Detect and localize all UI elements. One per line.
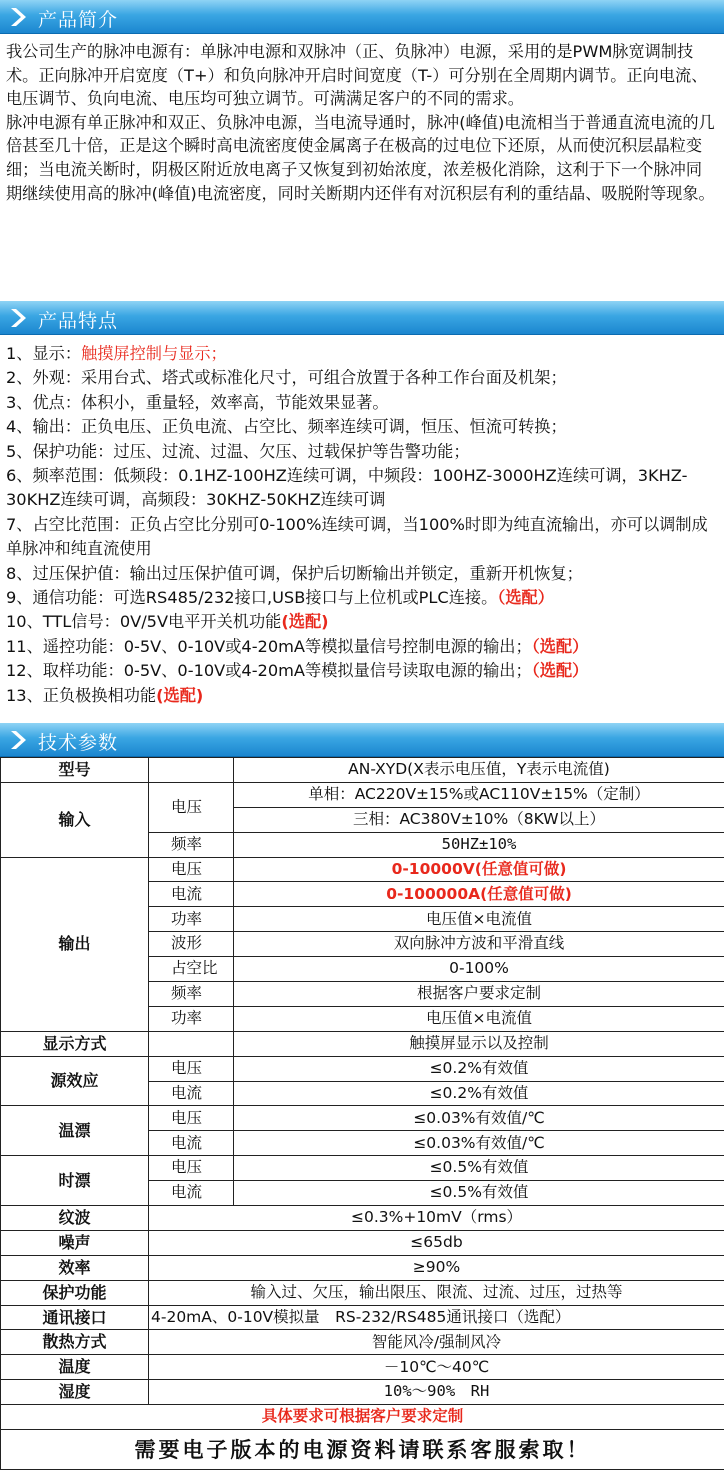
intro-banner: [0, 0, 724, 34]
features-body: [0, 335, 724, 723]
source-group: [1, 1056, 724, 1106]
custom-note: 具体要求可根据客户要求定制: [1, 1405, 724, 1430]
chevron-right-icon: [8, 729, 30, 751]
features-title: 产品特点: [38, 306, 118, 333]
table-row: [1, 758, 724, 783]
temp-drift-sub-label: 电压: [149, 1106, 234, 1131]
output-label: 输出: [1, 857, 149, 1031]
feature-item: [6, 464, 718, 513]
humidity-value: 10%～90% RH: [149, 1380, 724, 1405]
feature-optional-tag: （选配）: [532, 637, 589, 656]
protection-value: 输入过、欠压，输出限压、限流、过流、过压，过热等: [149, 1280, 724, 1305]
feature-item: [6, 684, 718, 708]
efficiency-value: ≥90%: [149, 1255, 724, 1280]
time-drift-value: ≤0.5%有效值: [234, 1181, 724, 1206]
output-value: 电压值×电流值: [234, 907, 724, 932]
feature-item: [6, 586, 718, 610]
table-row: [1, 1405, 724, 1430]
feature-item: [6, 659, 718, 683]
efficiency-label: 效率: [1, 1255, 149, 1280]
intro-body: [0, 34, 724, 301]
source-effect-label: 源效应: [1, 1056, 149, 1106]
input-freq-label: 频率: [149, 832, 234, 857]
time-drift-sub-label: 电流: [149, 1181, 234, 1206]
model-value: AN-XYD(X表示电压值，Y表示电流值): [234, 758, 724, 783]
source-effect-sub-label: 电压: [149, 1056, 234, 1081]
table-row: [1, 1430, 724, 1470]
time-drift-group: [1, 1156, 724, 1206]
output-value: 根据客户要求定制: [234, 982, 724, 1007]
feature-text: 13、正负极换相功能: [6, 686, 156, 705]
output-value: 电压值×电流值: [234, 1006, 724, 1031]
output-sub-label: 占空比: [149, 957, 234, 982]
table-row: [1, 1280, 724, 1305]
intro-paragraph-2: 脉冲电源有单正脉冲和双正、负脉冲电源，当电流导通时，脉冲(峰值)电流相当于普通直流电流的几倍甚至几十倍，正是这个瞬时高电流密度使金属离子在极高的过电位下还原，从而使沉积层晶粒变细；当电流关断时，阴极区附近放电离子又恢复到初始浓度，浓差极化消除，这利于下一个脉冲同期继续使用高的脉冲(峰值)电流密度，同时关断期内还伴有对沉积层有利的重结晶、吸脱附等现象。: [6, 111, 718, 205]
display-value: 触摸屏显示以及控制: [234, 1031, 724, 1056]
time-drift-label: 时漂: [1, 1156, 149, 1206]
feature-item: [6, 440, 718, 464]
table-row: [1, 782, 724, 807]
temp-drift-sub-label: 电流: [149, 1131, 234, 1156]
input-voltage-1: 单相：AC220V±15%或AC110V±15%（定制）: [234, 782, 724, 807]
table-row: [1, 1106, 724, 1131]
intro-title: 产品简介: [38, 5, 118, 32]
feature-text: 10、TTL信号：0V/5V电平开关机功能: [6, 612, 281, 631]
feature-text: 3、优点：体积小，重量轻，效率高，节能效果显著。: [6, 393, 389, 412]
feature-item: [6, 342, 718, 366]
output-value: 0-10000V(任意值可做): [234, 857, 724, 882]
input-label: 输入: [1, 782, 149, 857]
feature-item: [6, 415, 718, 439]
noise-label: 噪声: [1, 1230, 149, 1255]
source-effect-value: ≤0.2%有效值: [234, 1056, 724, 1081]
feature-item: [6, 513, 718, 562]
cooling-label: 散热方式: [1, 1330, 149, 1355]
table-row: [1, 1230, 724, 1255]
output-value: 0-100000A(任意值可做): [234, 882, 724, 907]
table-row: [1, 1255, 724, 1280]
output-sub-label: 电流: [149, 882, 234, 907]
ripple-value: ≤0.3%+10mV（rms）: [149, 1206, 724, 1231]
source-effect-value: ≤0.2%有效值: [234, 1081, 724, 1106]
source-effect-sub-label: 电流: [149, 1081, 234, 1106]
humidity-label: 湿度: [1, 1380, 149, 1405]
noise-value: ≤65db: [149, 1230, 724, 1255]
feature-highlight: 触摸屏控制与显示；: [81, 344, 227, 363]
chevron-right-icon: [8, 6, 30, 28]
output-sub-label: 波形: [149, 932, 234, 957]
time-drift-value: ≤0.5%有效值: [234, 1156, 724, 1181]
feature-text: 8、过压保护值：输出过压保护值可调，保护后切断输出并锁定，重新开机恢复；: [6, 564, 583, 583]
feature-text: 7、占空比范围：正负占空比分别可0-100%连续可调，当100%时即为纯直流输出，亦可以调制成单脉冲和纯直流使用: [6, 515, 708, 558]
feature-text: 1、显示：: [6, 344, 81, 363]
display-label: 显示方式: [1, 1031, 149, 1056]
feature-text: 12、取样功能：0-5V、0-10V或4-20mA等模拟量信号读取电源的输出；: [6, 661, 532, 680]
features-list: [6, 342, 718, 708]
table-row: [1, 1156, 724, 1181]
table-row: [1, 1305, 724, 1330]
comm-label: 通讯接口: [1, 1305, 149, 1330]
feature-optional-tag: （选配）: [532, 661, 589, 680]
time-drift-sub-label: 电压: [149, 1156, 234, 1181]
output-sub-label: 功率: [149, 907, 234, 932]
feature-text: 2、外观：采用台式、塔式或标准化尺寸，可组合放置于各种工作台面及机架；: [6, 368, 567, 387]
table-row: [1, 857, 724, 882]
chevron-right-icon: [8, 307, 30, 329]
feature-optional-tag: (选配): [156, 686, 203, 705]
specs-table: [0, 757, 724, 1470]
feature-text: 5、保护功能：过压、过流、过温、欠压、过载保护等告警功能；: [6, 442, 470, 461]
output-sub-label: 电压: [149, 857, 234, 882]
table-row: [1, 1330, 724, 1355]
ripple-label: 纹波: [1, 1206, 149, 1231]
table-row: [1, 1355, 724, 1380]
temp-drift-value: ≤0.03%有效值/℃: [234, 1131, 724, 1156]
features-banner: [0, 301, 724, 335]
cooling-value: 智能风冷/强制风冷: [149, 1330, 724, 1355]
temperature-label: 温度: [1, 1355, 149, 1380]
intro-paragraph-1: 我公司生产的脉冲电源有：单脉冲电源和双脉冲（正、负脉冲）电源，采用的是PWM脉宽调制技术。正向脉冲开启宽度（T+）和负向脉冲开启时间宽度（T-）可分别在全周期内调节。正向电流、电压调节、负向电流、电压均可独立调节。可满满足客户的不同的需求。: [6, 40, 718, 111]
comm-value: 4-20mA、0-10V模拟量 RS-232/RS485通讯接口（选配）: [149, 1305, 724, 1330]
output-sub-label: 频率: [149, 982, 234, 1007]
input-voltage-label: 电压: [149, 782, 234, 832]
feature-text: 6、频率范围：低频段：0.1HZ-100HZ连续可调，中频段：100HZ-3000HZ连续可调，3KHZ-30KHZ连续可调，高频段：30KHZ-50KHZ连续可调: [6, 466, 687, 509]
model-label: 型号: [1, 758, 149, 783]
feature-item: [6, 610, 718, 634]
table-row: [1, 1031, 724, 1056]
temp-drift-label: 温漂: [1, 1106, 149, 1156]
input-freq-value: 50HZ±10%: [234, 832, 724, 857]
feature-text: 4、输出：正负电压、正负电流、占空比、频率连续可调，恒压、恒流可转换；: [6, 417, 567, 436]
feature-optional-tag: （选配）: [497, 588, 554, 607]
footer-contact: 需要电子版本的电源资料请联系客服索取！: [1, 1430, 724, 1470]
specs-title: 技术参数: [38, 728, 118, 755]
temp-drift-value: ≤0.03%有效值/℃: [234, 1106, 724, 1131]
protection-label: 保护功能: [1, 1280, 149, 1305]
output-group: [1, 857, 724, 1031]
table-row: [1, 1056, 724, 1081]
output-sub-label: 功率: [149, 1006, 234, 1031]
temp-drift-group: [1, 1106, 724, 1156]
input-voltage-2: 三相：AC380V±10%（8KW以上）: [234, 807, 724, 832]
feature-item: [6, 366, 718, 390]
output-value: 0-100%: [234, 957, 724, 982]
feature-item: [6, 391, 718, 415]
table-row: [1, 1206, 724, 1231]
output-value: 双向脉冲方波和平滑直线: [234, 932, 724, 957]
specs-banner: [0, 723, 724, 757]
feature-item: [6, 635, 718, 659]
feature-optional-tag: (选配): [281, 612, 328, 631]
feature-item: [6, 562, 718, 586]
temperature-value: －10℃～40℃: [149, 1355, 724, 1380]
feature-text: 11、遥控功能：0-5V、0-10V或4-20mA等模拟量信号控制电源的输出；: [6, 637, 532, 656]
feature-text: 9、通信功能：可选RS485/232接口,USB接口与上位机或PLC连接。: [6, 588, 497, 607]
table-row: [1, 1380, 724, 1405]
